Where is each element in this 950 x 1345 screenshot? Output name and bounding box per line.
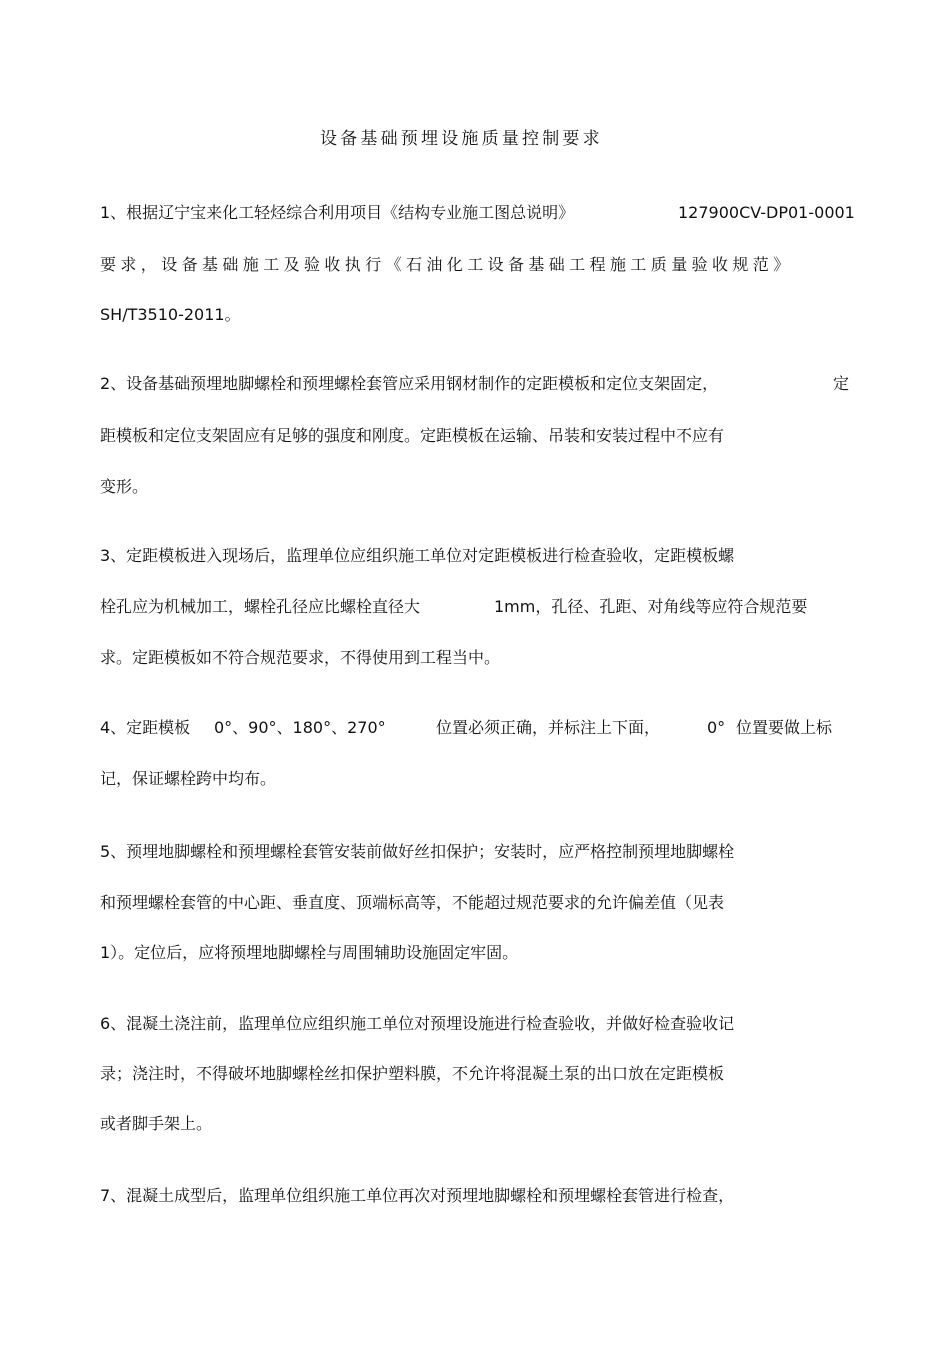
paragraph-2-line-3: 变形。 — [100, 477, 149, 496]
document-title: 设备基础预埋设施质量控制要求 — [320, 129, 603, 149]
paragraph-1-doc-number: 127900CV-DP01-0001 — [678, 203, 855, 222]
paragraph-3-line-3: 求。定距模板如不符合规范要求，不得使用到工程当中。 — [100, 648, 501, 667]
paragraph-2-line-1: 2、设备基础预埋地脚螺栓和预埋螺栓套管应采用钢材制作的定距模板和定位支架固定， — [100, 374, 719, 393]
paragraph-4-line-1-end: 位置要做上标 — [736, 718, 833, 737]
paragraph-5-line-2: 和预埋螺栓套管的中心距、垂直度、顶端标高等，不能超过规范要求的允许偏差值（见表 — [100, 893, 725, 912]
paragraph-1-line-2: 要求，设备基础施工及验收执行《石油化工设备基础工程施工质量验收规范》 — [100, 255, 794, 274]
paragraph-4-line-2: 记，保证螺栓跨中均布。 — [100, 769, 277, 788]
paragraph-5-line-1: 5、预埋地脚螺栓和预埋螺栓套管安装前做好丝扣保护；安装时，应严格控制预埋地脚螺栓 — [100, 842, 735, 861]
paragraph-1-line-3: SH/T3510-2011。 — [100, 305, 241, 324]
paragraph-4-line-1-middle: 位置必须正确，并标注上下面， — [436, 718, 661, 737]
paragraph-2-line-1-tail: 定 — [833, 374, 850, 393]
paragraph-4-line-1-start: 4、定距模板 — [100, 718, 191, 737]
paragraph-1-line-1: 1、根据辽宁宝来化工轻烃综合利用项目《结构专业施工图总说明》 — [100, 203, 575, 222]
paragraph-3-line-2-tail: 1mm，孔径、孔距、对角线等应符合规范要 — [494, 597, 808, 616]
paragraph-7-line-1: 7、混凝土成型后，监理单位组织施工单位再次对预埋地脚螺栓和预埋螺栓套管进行检查， — [100, 1186, 735, 1205]
paragraph-3-line-1: 3、定距模板进入现场后，监理单位应组织施工单位对定距模板进行检查验收，定距模板螺 — [100, 546, 735, 565]
paragraph-4-angles: 0°、90°、180°、270° — [214, 718, 386, 737]
paragraph-6-line-1: 6、混凝土浇注前，监理单位应组织施工单位对预埋设施进行检查验收，并做好检查验收记 — [100, 1014, 735, 1033]
paragraph-3-line-2: 栓孔应为机械加工，螺栓孔径应比螺栓直径大 — [100, 597, 421, 616]
paragraph-6-line-2: 录；浇注时，不得破坏地脚螺栓丝扣保护塑料膜，不允许将混凝土泵的出口放在定距模板 — [100, 1064, 725, 1083]
paragraph-5-line-3: 1）。定位后，应将预埋地脚螺栓与周围辅助设施固定牢固。 — [100, 943, 519, 962]
paragraph-4-zero-angle: 0° — [707, 718, 726, 737]
paragraph-6-line-3: 或者脚手架上。 — [100, 1114, 213, 1133]
paragraph-2-line-2: 距模板和定位支架固应有足够的强度和刚度。定距模板在运输、吊装和安装过程中不应有 — [100, 426, 725, 445]
